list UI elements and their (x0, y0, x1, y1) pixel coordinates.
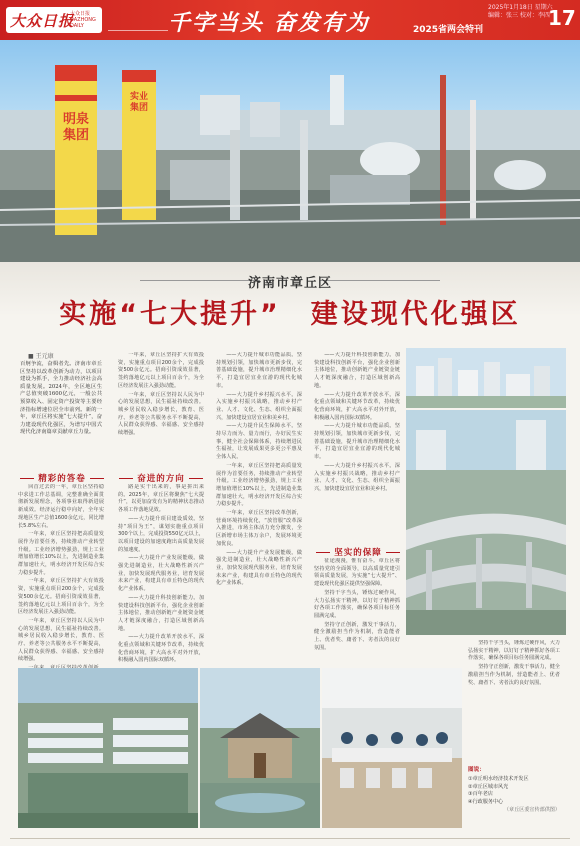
paragraph: 一年来，章丘区坚持以人民为中心的发展思想，民生福祉持续改善。城乡居民收入稳步增长，教育、医疗、养老等公共服务水平不断提高，人民群众获得感、幸福感、安全感持续增强。 (18, 617, 104, 663)
caption-item: ④行政服务中心 (468, 799, 504, 806)
tower-left-label: 明泉集团 (62, 112, 89, 143)
column-6 (468, 640, 560, 760)
photo-factory-aerial-image (18, 668, 198, 828)
paragraph: 一年来，章丘区坚持扩大有效投资，实施重点项目200余个，完成投资500余亿元。招商引资成效显著，签约落地亿元以上项目百余个，为全区经济发展注入强劲动能。 (118, 352, 204, 389)
photo-factory-aerial (18, 668, 198, 828)
special-edition-label: 2025省两会特刊 (413, 25, 484, 35)
editor-line: 编辑：张三 校对：李四 (488, 12, 550, 19)
byline: ■ 王元康 (28, 353, 54, 360)
paragraph: ——大力提升科技创新能力。加快建设科技创新平台，强化企业创新主体地位，推动创新链产业链资金链人才链深度融合，打造区域创新高地。 (118, 594, 204, 632)
captions-source: （章丘区委宣传部供图） (503, 806, 560, 813)
distant-building (250, 102, 280, 137)
hero-photo-industrial-park (0, 40, 580, 262)
tower-left-stripe (55, 95, 97, 101)
photo-service-center-image (322, 668, 462, 828)
masthead-divider (108, 30, 168, 34)
page-number: 17 (548, 6, 576, 30)
photo-highway-interchange (406, 410, 566, 635)
paragraph: ——大力提升科技创新能力。加快建设科技创新平台，强化企业创新主体地位，推动创新链产业链资金链人才链深度融合，打造区域创新高地。 (314, 352, 400, 389)
paragraph: 回首过去的一年，章丘区坚持稳中求进工作总基调，完整准确全面贯彻新发展理念，各项事业取得新进展新成效。经济运行稳中向好，全年实现地区生产总值1600余亿元，同比增长5.8%左右。 (18, 484, 104, 529)
factory-hall (330, 175, 410, 205)
distant-building (200, 95, 240, 135)
paragraph: ——大力提升产业发展能级。做强先进制造业，壮大战略性新兴产业，加快发展现代服务业，培育发展未来产业，构建具有章丘特色的现代化产业体系。 (118, 555, 204, 593)
photo-old-town (200, 668, 320, 828)
article-headline: 实施“七大提升” 建设现代化强区 (59, 299, 521, 330)
paragraph: 一年来，章丘区坚持以人民为中心的发展思想，民生福祉持续改善。城乡居民收入稳步增长，教育、医疗、养老等公共服务水平不断提高，人民群众获得感、幸福感、安全感持续增强。 (118, 391, 204, 437)
issue-date (488, 4, 553, 20)
storage-dome (494, 160, 546, 190)
masthead (0, 0, 580, 40)
photo-city-skyline (406, 348, 566, 408)
caption-item: ②章丘区城市风光 (468, 783, 509, 790)
tower-left-band (55, 65, 97, 81)
storage-dome (360, 142, 420, 178)
article-subtitle: 济南市章丘区 (247, 276, 332, 291)
paragraph: 一年来，章丘区坚持把高质量发展作为首要任务，持续推动产业转型升级。工业经济增势强劲，规上工业增加值增长10%以上，先进制造业集群加速壮大，明水经济开发区综合实力稳步提升。 (216, 462, 302, 508)
paragraph: 坚持守正创新，激发干事活力，健全激励担当作为机制，营造能者上、优者奖、庸者下、劣者汰的良好氛围。 (468, 664, 560, 686)
tower-right-label: 实业集团 (129, 92, 148, 113)
photo-old-town-image (200, 668, 320, 828)
paragraph: 一年来，章丘区坚持把高质量发展作为首要任务，持续推动产业转型升级。工业经济增势强劲，规上工业增加值增长10%以上，先进制造业集群加速壮大，明水经济开发区综合实力稳步提升。 (18, 531, 104, 576)
tower-right-band (122, 70, 156, 82)
paragraph: ——大力提升改革开放水平。深化重点领域和关键环节改革，持续优化营商环境，扩大高水平对外开放，积极融入国内国际双循环。 (314, 391, 400, 421)
column-2-top (118, 352, 204, 462)
section-heading-guarantee: 坚实的保障 (308, 546, 408, 558)
logo-text: 大众日报 (10, 12, 75, 30)
paragraph: ——大力提升产业发展能级。做强先进制造业，壮大战略性新兴产业，加快发展现代服务业，培育发展未来产业，构建具有章丘特色的现代化产业体系。 (216, 549, 302, 587)
photo-service-center (322, 668, 462, 828)
paragraph: ——大力提升民生保障水平。坚持尽力而为、量力而行，办好民生实事，健全社会保障体系，持续增进民生福祉，让发展成果更多更公平惠及全体人民。 (216, 423, 302, 461)
photo-city-skyline-image (406, 348, 566, 408)
paragraph: 坚持守正创新，激发干事活力，健全激励担当作为机制，营造能者上、优者奖、庸者下、劣者汰的良好氛围。 (314, 621, 400, 651)
paragraph: ——大力提升城市功能品质。坚持规划引领，加快城市更新步伐，完善基础设施，提升城市治理精细化水平，打造宜居宜业宜游的现代化城市。 (216, 352, 302, 389)
paragraph: 路是实干出来的，事是拼出来的。2025年，章丘区将聚焦“七大提升”，以更加奋发有为的精神状态推动各项工作落地见效。 (118, 484, 204, 514)
section-heading-direction: 奋进的方向 (112, 472, 210, 484)
paragraph: 征途漫漫，惟有奋斗。章丘区将坚持党的全面领导，以高质量党建引领高质量发展，为实施“七大提升”、建设现代化强区提供坚强保障。 (314, 558, 400, 588)
caption-item: ①章丘明水经济技术开发区 (468, 775, 529, 782)
logo-subtext: 大众日报 DAZHONG DAILY (70, 11, 96, 29)
distant-tower (330, 75, 344, 125)
column-guarantee (314, 558, 400, 673)
photo-highway-image (406, 410, 566, 635)
paragraph: ——大力提升乡村振兴水平。深入实施乡村振兴战略，推动乡村产业、人才、文化、生态、组织全面振兴，加快建设宜居宜业和美乡村。 (314, 462, 400, 492)
masthead-slogan: 千字当头 奋发有为 (168, 11, 370, 36)
factory-hall (170, 160, 230, 200)
caption-item: ③百年老店 (468, 791, 493, 798)
paragraph: 一年来，章丘区坚持改革创新，营商环境持续优化，“放管服”改革深入推进，市场主体活力充分激发，全区新增市场主体万余户，发展环境更加优良。 (216, 510, 302, 547)
article-lead: 百舸争流，奋楫者先。济南市章丘区坚持以改革创新为动力，以项目建设为抓手，全力推动经济社会高质量发展。2024年，全区地区生产总值突破1600亿元，一般公共预算收入、固定资产投资等主要经济指标增速位居全市前列。新的一年，章丘区将实施“七大提升”，奋力建设现代化强区，为谱写中国式现代化济南篇章贡献章丘力量。 (20, 361, 102, 436)
hero-illustration (0, 40, 580, 262)
page-footer-rule (10, 838, 570, 839)
photo-captions (468, 767, 560, 815)
issue-date-line: 2025年1月18日 星期六 (488, 4, 553, 11)
paragraph: ——大力提升城市功能品质。坚持规划引领，加快城市更新步伐，完善基础设施，提升城市治理精细化水平，打造宜居宜业宜游的现代化城市。 (314, 423, 400, 461)
paragraph: ——大力提升改革开放水平。深化重点领域和关键环节改革，持续优化营商环境，扩大高水平对外开放，积极融入国内国际双循环。 (118, 634, 204, 664)
section-heading-achievements: 精彩的答卷 (14, 472, 110, 484)
paragraph: 一年来，章丘区坚持扩大有效投资，实施重点项目200余个，完成投资500余亿元。招商引资成效显著，签约落地亿元以上项目百余个，为全区经济发展注入强劲动能。 (18, 578, 104, 616)
paragraph: 坚持干字当头，锤炼过硬作风，大力弘扬实干精神，以钉钉子精神抓好各项工作落实，确保各项目标任务圆满完成。 (314, 589, 400, 619)
captions-title: 图说： (468, 767, 485, 773)
paragraph: 坚持干字当头，锤炼过硬作风，大力弘扬实干精神，以钉钉子精神抓好各项工作落实，确保各项目标任务圆满完成。 (468, 640, 560, 662)
paragraph: ——大力提升乡村振兴水平。深入实施乡村振兴战略，推动乡村产业、人才、文化、生态、组织全面振兴，加快建设宜居宜业和美乡村。 (216, 391, 302, 421)
paragraph: ——大力提升项目建设质效。坚持“项目为王”，谋划实施重点项目300个以上，完成投资550亿元以上，以项目建设的加速度跑出高质量发展的加速度。 (118, 515, 204, 553)
newspaper-logo[interactable] (6, 7, 102, 33)
